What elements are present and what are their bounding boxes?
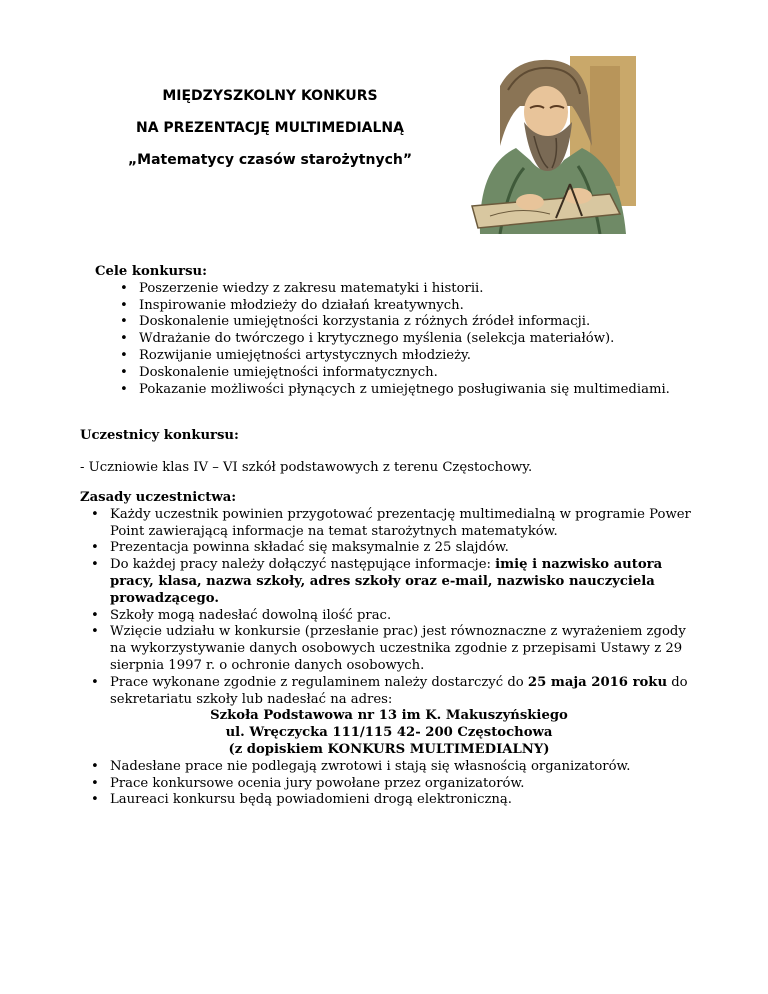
address-line-1: Szkoła Podstawowa nr 13 im K. Makuszyńskiego	[210, 708, 568, 724]
rules-heading: Zasady uczestnictwa:	[80, 490, 237, 505]
rules-item6-text-b: do sekretariatu szkoły lub nadesłać na adres:	[110, 674, 688, 707]
address-line-2: ul. Wręczycka 111/115 42- 200 Częstochowa	[225, 725, 553, 741]
list-item: • Rozwijanie umiejętności artystycznych młodzieży.	[139, 348, 695, 365]
goals-heading: Cele konkursu:	[95, 264, 207, 279]
rules-item6-text-a: Prace wykonane zgodnie z regulaminem należy dostarczyć do	[110, 674, 528, 690]
list-item	[110, 557, 698, 607]
list-item: • Wzięcie udziału w konkursie (przesłanie prac) jest równoznaczne z wyrażeniem zgody na wykorzystywanie danych osobowych uczestnika zgodnie z przepisami Ustawy z 29 sierpnia 1997 r. o ochronie danych osobowych.	[110, 624, 698, 674]
school-address	[80, 708, 698, 758]
list-item: • Każdy uczestnik powinien przygotować prezentację multimedialną w programie Power Point zawierającą informacje na temat starożytnych matematyków.	[110, 507, 698, 541]
list-item: • Doskonalenie umiejętności korzystania z różnych źródeł informacji.	[139, 314, 695, 331]
list-item: • Pokazanie możliwości płynących z umiejętnego posługiwania się multimediami.	[139, 382, 695, 399]
title-line-1: MIĘDZYSZKOLNY KONKURS	[162, 88, 378, 104]
rules-item3-text: Do każdej pracy należy dołączyć następujące informacje:	[110, 557, 496, 573]
list-item: • Laureaci konkursu będą powiadomieni drogą elektroniczną.	[110, 792, 698, 809]
participants-text: - Uczniowie klas IV – VI szkół podstawowych z terenu Częstochowy.	[80, 460, 533, 475]
list-item	[110, 675, 698, 759]
list-item: • Szkoły mogą nadesłać dowolną ilość prac.	[110, 608, 698, 625]
title-line-3: „Matematycy czasów starożytnych”	[127, 152, 413, 168]
deadline-date: 25 maja 2016 roku	[527, 674, 668, 690]
list-item: • Doskonalenie umiejętności informatycznych.	[139, 365, 695, 382]
list-item: • Prezentacja powinna składać się maksymalnie z 25 slajdów.	[110, 540, 698, 557]
mathematician-portrait-illustration	[460, 56, 636, 234]
goals-list	[95, 281, 695, 399]
list-item: • Nadesłane prace nie podlegają zwrotowi i stają się własnością organizatorów.	[110, 759, 698, 776]
list-item: • Prace konkursowe ocenia jury powołane przez organizatorów.	[110, 776, 698, 793]
list-item: • Wdrażanie do twórczego i krytycznego myślenia (selekcja materiałów).	[139, 331, 695, 348]
rules-list	[80, 507, 698, 809]
participants-heading: Uczestnicy konkursu:	[80, 428, 239, 443]
list-item: • Inspirowanie młodzieży do działań kreatywnych.	[139, 298, 695, 315]
title-line-2: NA PREZENTACJĘ MULTIMEDIALNĄ	[136, 120, 404, 136]
rules-item3-bold: imię i nazwisko autora pracy, klasa, nazwa szkoły, adres szkoły oraz e-mail, nazwisko nauczyciela prowadzącego.	[110, 557, 663, 606]
goals-section	[95, 264, 695, 398]
address-line-3: (z dopiskiem KONKURS MULTIMEDIALNY)	[228, 741, 550, 757]
rules-section	[80, 490, 698, 809]
list-item: • Poszerzenie wiedzy z zakresu matematyki i historii.	[139, 281, 695, 298]
